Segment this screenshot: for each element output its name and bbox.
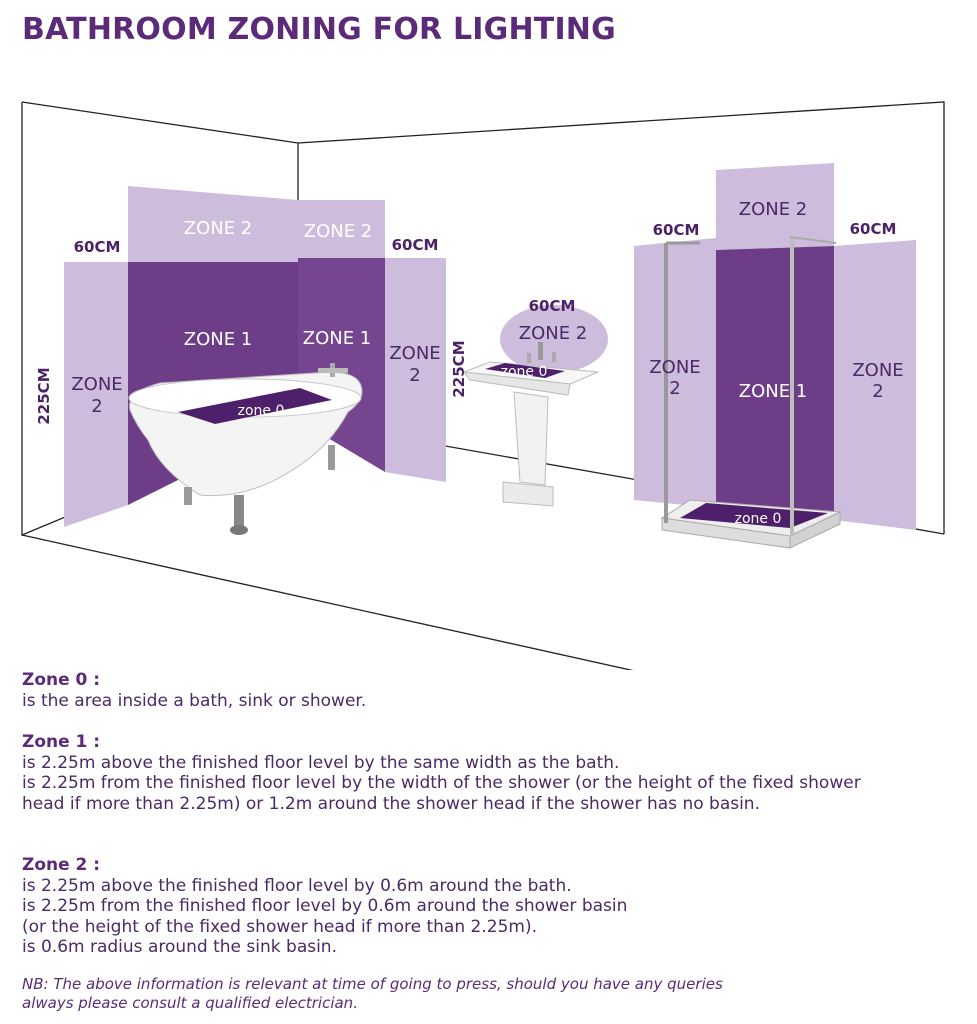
zone0-line: is the area inside a bath, sink or shower.	[22, 690, 367, 711]
zone-notes	[22, 670, 967, 958]
dim-60cm-bath-right: 60CM	[391, 236, 439, 254]
label-zone2-bath-left-word: ZONE	[71, 374, 123, 395]
label-zone2-bath-right-num: 2	[409, 365, 421, 386]
label-zone2-bath-right-top: ZONE 2	[303, 221, 373, 242]
label-zone2-bath-left-num: 2	[91, 396, 103, 417]
label-zone0-sink: zone 0	[500, 364, 548, 380]
nb-disclaimer	[22, 975, 723, 1013]
dim-225cm-sink: 225CM	[450, 340, 468, 398]
zone2-line: is 2.25m above the finished floor level by 0.6m around the bath.	[22, 875, 572, 896]
label-zone2-shower-right-num: 2	[872, 381, 884, 402]
page-title: BATHROOM ZONING FOR LIGHTING	[22, 12, 616, 47]
zone2-line: is 0.6m radius around the sink basin.	[22, 937, 337, 957]
label-zone1-bath-right: ZONE 1	[302, 328, 372, 349]
dim-60cm-shower-right: 60CM	[849, 220, 897, 238]
label-zone2-shower-left-word: ZONE	[649, 357, 701, 378]
label-zone0-shower: zone 0	[734, 511, 782, 527]
zone2-heading: Zone 2 :	[22, 855, 101, 875]
label-zone2-bath-left-top: ZONE 2	[183, 218, 253, 239]
dim-225cm-bath: 225CM	[35, 367, 53, 425]
label-zone2-shower-right-word: ZONE	[852, 360, 904, 381]
bathtub	[129, 363, 362, 535]
zone2-line: (or the height of the fixed shower head if more than 2.25m).	[22, 916, 537, 937]
label-zone2-shower-top: ZONE 2	[738, 199, 808, 220]
nb-line: always please consult a qualified electrician.	[22, 994, 358, 1012]
zone1-heading: Zone 1 :	[22, 732, 101, 752]
zone0-heading: Zone 0 :	[22, 670, 101, 690]
label-zone2-shower-left-num: 2	[669, 378, 681, 399]
nb-line: NB: The above information is relevant at time of going to press, should you have any queries	[22, 975, 723, 993]
zone1-line: head if more than 2.25m) or 1.2m around the shower head if the shower has no basin.	[22, 793, 760, 814]
zone1-line: is 2.25m above the finished floor level by the same width as the bath.	[22, 752, 620, 773]
zone2-line: is 2.25m from the finished floor level by 0.6m around the shower basin	[22, 896, 628, 916]
dim-60cm-shower-left: 60CM	[652, 221, 700, 239]
label-zone1-bath-left: ZONE 1	[183, 329, 253, 350]
dim-60cm-bath-left: 60CM	[73, 238, 121, 256]
dim-60cm-sink: 60CM	[528, 297, 576, 315]
label-zone2-sink: ZONE 2	[518, 323, 588, 344]
label-zone0-bath: zone 0	[237, 403, 285, 419]
label-zone2-bath-right-word: ZONE	[389, 343, 441, 364]
zone1-line: is 2.25m from the finished floor level by the width of the shower (or the height of the fixed shower	[22, 773, 861, 793]
label-zone1-shower: ZONE 1	[738, 381, 808, 402]
